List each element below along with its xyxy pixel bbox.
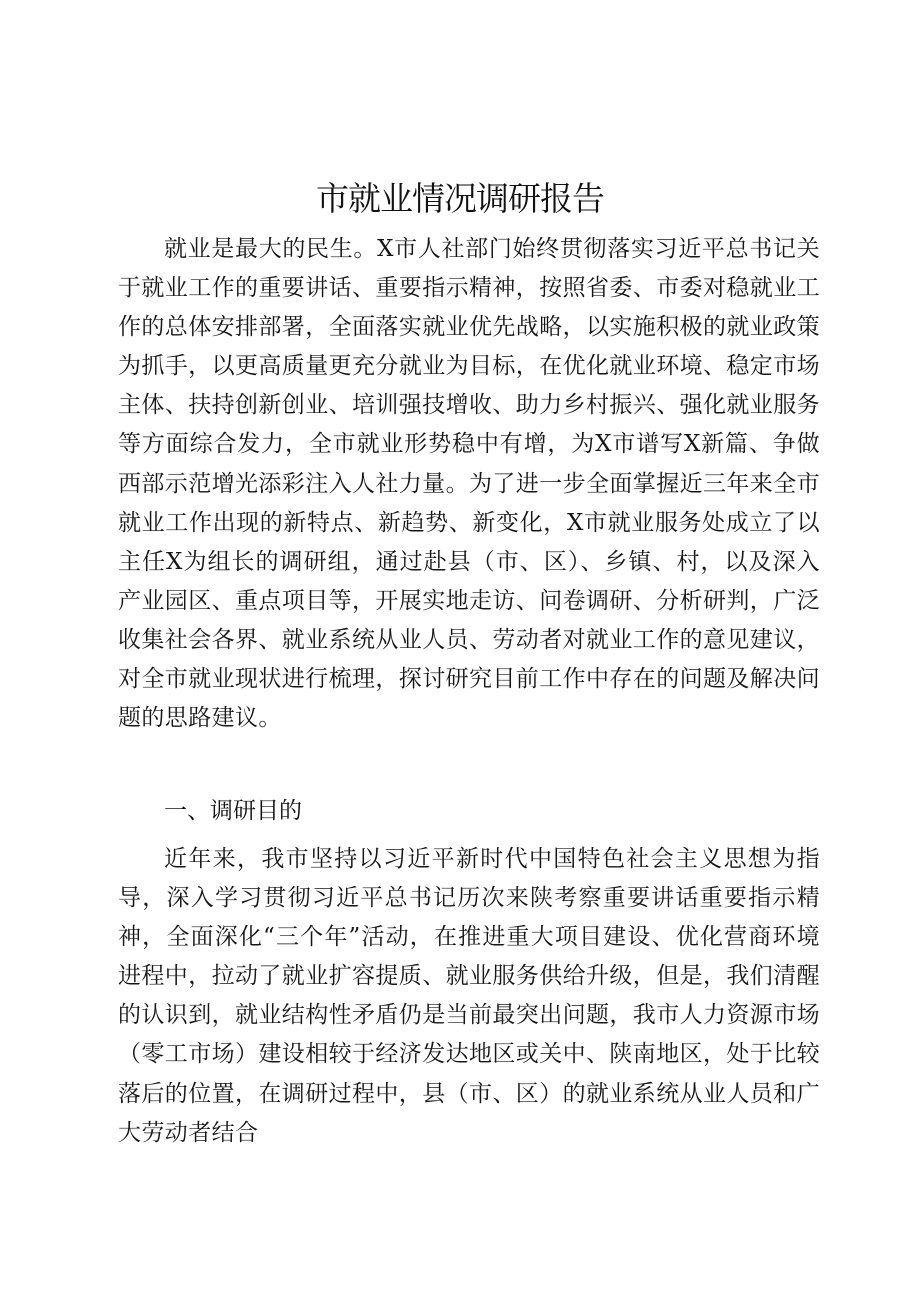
document-title: 市就业情况调研报告 xyxy=(316,179,604,218)
section-heading-research-purpose: 一、调研目的 xyxy=(164,798,302,824)
intro-paragraph: 就业是最大的民生。X市人社部门始终贯彻落实习近平总书记关于就业工作的重要讲话、重要指示精神，按照省委、市委对稳就业工作的总体安排部署，全面落实就业优先战略，以实施积极的就业政策为抓手，以更高质量更充分就业为目标，在优化就业环境、稳定市场主体、扶持创新创业、培训强技增收、助力乡村振兴、强化就业服务等方面综合发力，全市就业形势稳中有增，为X市谱写X新篇、争做西部示范增光添彩注入人社力量。为了进一步全面掌握近三年来全市就业工作出现的新特点、新趋势、新变化，X市就业服务处成立了以主任X为组长的调研组，通过赴县（市、区）、乡镇、村，以及深入产业园区、重点项目等，开展实地走访、问卷调研、分析研判，广泛收集社会各界、就业系统从业人员、劳动者对就业工作的意见建议，对全市就业现状进行梳理，探讨研究目前工作中存在的问题及解决问题的思路建议。 xyxy=(118,236,820,732)
research-purpose-paragraph: 近年来，我市坚持以习近平新时代中国特色社会主义思想为指导，深入学习贯彻习近平总书记历次来陕考察重要讲话重要指示精神，全面深化“三个年”活动，在推进重大项目建设、优化营商环境进程中，拉动了就业扩容提质、就业服务供给升级，但是，我们清醒的认识到，就业结构性矛盾仍是当前最突出问题，我市人力资源市场（零工市场）建设相较于经济发达地区或关中、陕南地区，处于比较落后的位置，在调研过程中，县（市、区）的就业系统从业人员和广大劳动者结合 xyxy=(118,846,820,1146)
